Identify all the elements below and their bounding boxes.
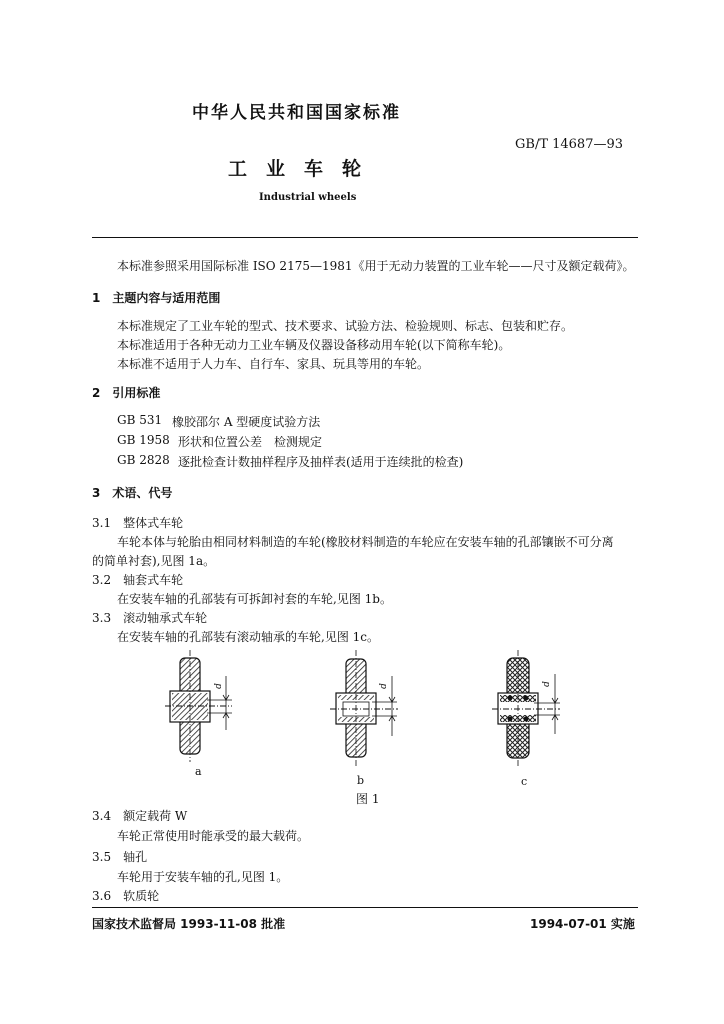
dimension-label: d [213, 683, 224, 689]
reference-title: 逐批检查计数抽样程序及抽样表(适用于连续批的检查) [178, 455, 464, 469]
figure-label-a: a [195, 765, 202, 778]
wheel-c-drawing [492, 650, 560, 767]
national-standard-title: 中华人民共和国国家标准 [192, 103, 401, 123]
dimension-label: d [378, 683, 389, 689]
figure-label-b: b [357, 774, 365, 787]
section-3-heading: 3 术语、代号 [92, 486, 173, 500]
section-3-1-text: 车轮本体与轮胎由相同材料制造的车轮(橡胶材料制造的车轮应在安装车轴的孔部镶嵌不可分离 [117, 535, 614, 549]
intro-paragraph: 本标准参照采用国际标准 ISO 2175—1981《用于无动力装置的工业车轮——尺寸及额定载荷》。 [117, 259, 635, 273]
figure-caption: 图 1 [356, 792, 380, 806]
section-1-para-2: 本标准适用于各种无动力工业车辆及仪器设备移动用车轮(以下简称车轮)。 [117, 338, 511, 352]
header-rule [92, 237, 638, 238]
section-3-1-text-cont: 的简单衬套),见图 1a。 [92, 554, 216, 568]
approval-date: 国家技术监督局 1993-11-08 批准 [92, 917, 286, 931]
reference-title: 橡胶邵尔 A 型硬度试验方法 [172, 415, 321, 429]
reference-code: GB 1958 [117, 433, 170, 447]
section-3-3-text: 在安装车轴的孔部装有滚动轴承的车轮,见图 1c。 [117, 630, 379, 644]
section-3-5-text: 车轮用于安装车轴的孔,见图 1。 [117, 870, 289, 884]
section-3-4-text: 车轮正常使用时能承受的最大载荷。 [117, 829, 310, 843]
section-2-heading: 2 引用标准 [92, 386, 161, 400]
reference-code: GB 2828 [117, 453, 170, 467]
english-title: Industrial wheels [259, 192, 357, 203]
section-3-5-heading: 3.5 轴孔 [92, 850, 148, 864]
figure-label-c: c [521, 775, 528, 788]
wheel-a-drawing [165, 650, 232, 762]
section-1-heading: 1 主题内容与适用范围 [92, 291, 221, 305]
section-1-para-1: 本标准规定了工业车轮的型式、技术要求、试验方法、检验规则、标志、包装和贮存。 [117, 319, 574, 333]
section-3-2-text: 在安装车轴的孔部装有可拆卸衬套的车轮,见图 1b。 [117, 592, 392, 606]
effective-date: 1994-07-01 实施 [530, 917, 635, 931]
section-3-1-heading: 3.1 整体式车轮 [92, 516, 184, 530]
reference-title: 形状和位置公差 检测规定 [178, 435, 323, 449]
document-title: 工 业 车 轮 [228, 158, 362, 180]
section-3-4-heading: 3.4 额定载荷 W [92, 809, 188, 823]
dimension-label: d [541, 681, 552, 687]
wheel-b-drawing [330, 650, 398, 766]
reference-code: GB 531 [117, 413, 163, 427]
section-3-6-heading: 3.6 软质轮 [92, 889, 160, 903]
section-1-para-3: 本标准不适用于人力车、自行车、家具、玩具等用的车轮。 [117, 357, 430, 371]
section-3-2-heading: 3.2 轴套式车轮 [92, 573, 184, 587]
section-3-3-heading: 3.3 滚动轴承式车轮 [92, 611, 208, 625]
footer-rule [92, 907, 638, 908]
standard-code: GB/T 14687—93 [515, 137, 624, 152]
